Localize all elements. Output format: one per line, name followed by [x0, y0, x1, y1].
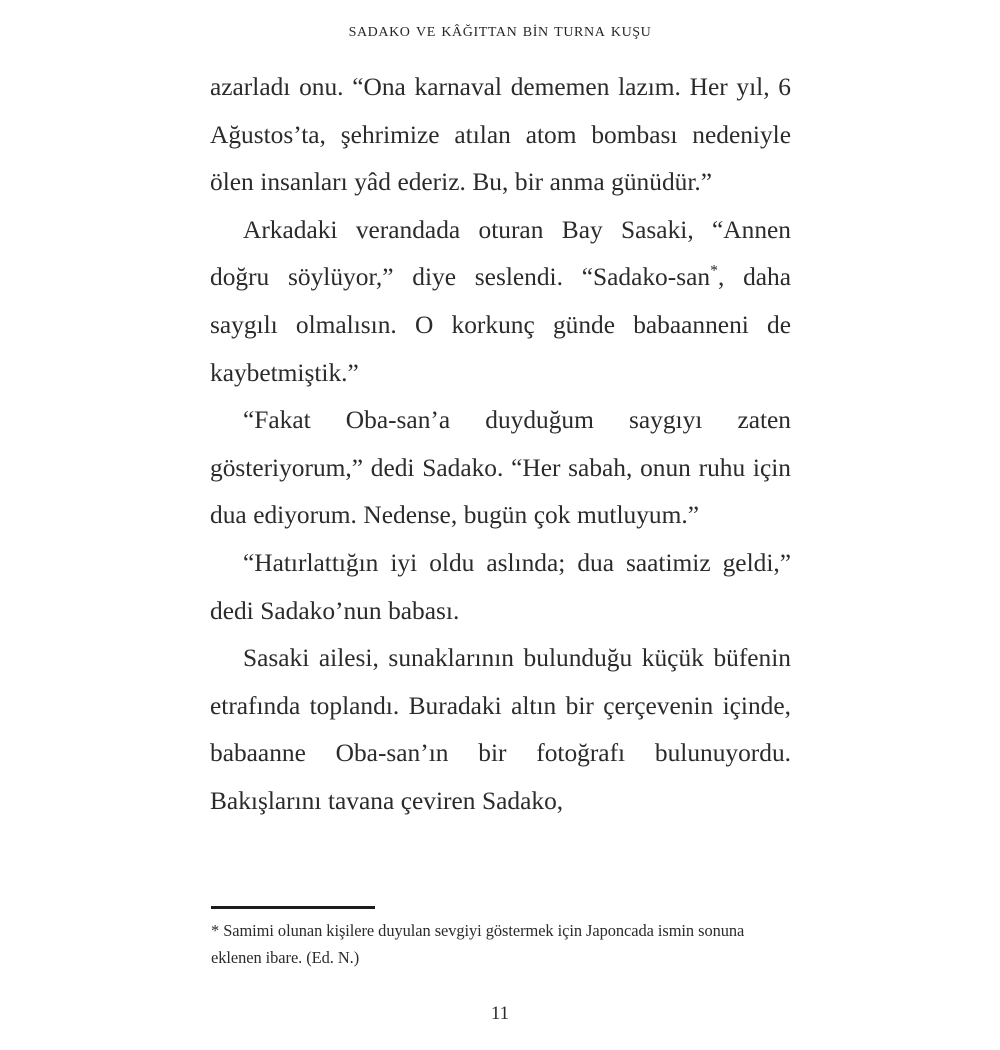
paragraph-5: Sasaki ailesi, sunaklarının bulunduğu küçük büfenin etrafında toplandı. Buradaki altın bir çerçevenin içinde, babaanne Oba-san’ın bir fotoğrafı bulunuyordu. Bakışlarını tavana çeviren Sadako, [210, 644, 791, 815]
paragraph-1: azarladı onu. “Ona karnaval dememen lazım. Her yıl, 6 Ağustos’ta, şehrimize atılan atom bombası nedeniyle ölen insanları yâd ederiz. Bu, bir anma günüdür.” [210, 73, 791, 197]
footnote-separator-rule [211, 906, 375, 909]
running-head: sadako ve kâğıttan bin turna kuşu [348, 20, 652, 41]
paragraph-4: “Hatırlattığın iyi oldu aslında; dua saatimiz geldi,” dedi Sadako’nun babası. [210, 548, 791, 625]
footnote-text: * Samimi olunan kişilere duyulan sevgiyi göstermek için Japoncada ismin sonuna eklenen ibare. (Ed. N.) [211, 921, 745, 967]
footnote-area [211, 906, 796, 971]
paragraph-2-text-after-footnote-mark: , daha saygılı olmalısın. O korkunç günde babaanneni de kaybetmiştik.” [210, 263, 792, 387]
page-number: 11 [490, 1003, 510, 1024]
paragraph-3: “Fakat Oba-san’a duyduğum saygıyı zaten gösteriyorum,” dedi Sadako. “Her sabah, onun ruhu için dua ediyorum. Nedense, bugün çok mutluyum.” [210, 406, 791, 530]
paragraph-2 [210, 207, 791, 397]
body-text-block [210, 64, 791, 826]
paragraph-2-text-before-footnote-mark: Arkadaki verandada oturan Bay Sasaki, “Annen doğru söylüyor,” diye seslendi. “Sadako-san [210, 215, 791, 292]
footnote-marker-inline[interactable]: * [710, 262, 718, 280]
